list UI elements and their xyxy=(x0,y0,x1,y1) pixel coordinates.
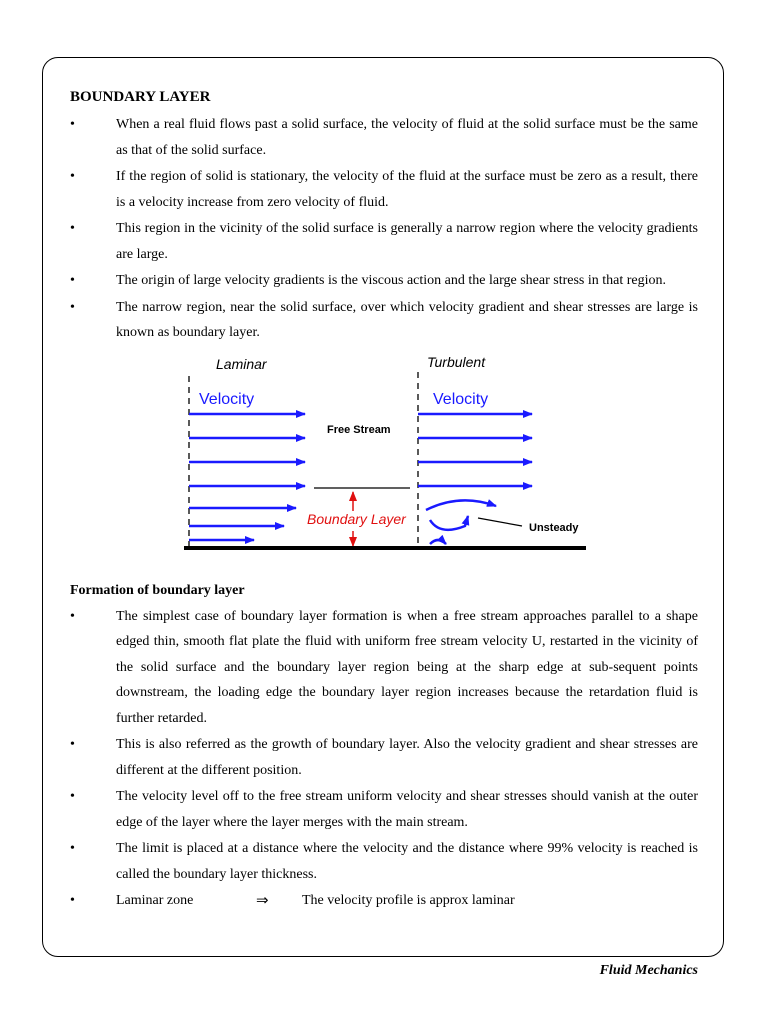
bullet: • xyxy=(70,221,75,236)
bullet: • xyxy=(70,299,75,315)
turbulent-label: Turbulent xyxy=(427,353,486,370)
bullet: • xyxy=(70,117,75,132)
boundary-layer-label: Boundary Layer xyxy=(307,510,406,527)
list-item-text: The velocity level off to the free stream uniform velocity and shear stresses should vanish at the outer edge of the layer where the layer merges with the main stream. xyxy=(116,789,698,830)
list-item xyxy=(70,784,698,835)
bullet: • xyxy=(70,893,75,908)
unsteady-swirl-arrow xyxy=(430,516,468,530)
list-item-text: This is also referred as the growth of boundary layer. Also the velocity gradient and shear stresses are different at the different position. xyxy=(116,737,698,778)
bullet: • xyxy=(70,273,75,288)
laminar-label: Laminar xyxy=(216,355,267,372)
list-item-text: When a real fluid flows past a solid surface, the velocity of fluid at the solid surface must be the same as that of the solid surface. xyxy=(116,117,698,158)
footer-title: Fluid Mechanics xyxy=(599,963,698,978)
list-item xyxy=(70,216,698,267)
unsteady-label: Unsteady xyxy=(529,521,579,534)
list-item xyxy=(70,732,698,783)
implies-arrow-icon: ⇒ xyxy=(256,891,269,909)
list-item xyxy=(70,836,698,887)
list-item xyxy=(70,112,698,163)
free-stream-label: Free Stream xyxy=(327,423,391,436)
bullet: • xyxy=(70,169,75,184)
velocity-label-left: Velocity xyxy=(199,390,255,408)
page-title: BOUNDARY LAYER xyxy=(70,89,211,105)
list-item-text: The narrow region, near the solid surface, over which velocity gradient and shear stresses are large is known as boundary layer. xyxy=(116,299,698,340)
list-item-text: The limit is placed at a distance where the velocity and the distance where 99% velocity is reached is called the boundary layer thickness. xyxy=(116,841,698,882)
unsteady-small-arrow xyxy=(430,540,446,544)
bullet: • xyxy=(70,841,75,856)
list-item xyxy=(70,268,698,294)
boundary-layer-diagram xyxy=(70,348,698,554)
list-item-text: The simplest case of boundary layer formation is when a free stream approaches parallel to a shape edged thin, smooth flat plate the fluid with uniform free stream velocity U, restarted in the vicinity of the solid surface and the boundary layer region being at the sharp edge at sub-sequent points downstream, the loading edge the boundary layer region increases because the retardation fluid is further retarded. xyxy=(116,608,698,726)
laminar-zone-description: The velocity profile is approx laminar xyxy=(302,893,515,908)
unsteady-curve-arrow xyxy=(426,500,496,510)
laminar-zone-row xyxy=(70,888,698,914)
section1-list xyxy=(70,112,698,346)
list-item-text: This region in the vicinity of the solid surface is generally a narrow region where the velocity gradients are large. xyxy=(116,221,698,262)
unsteady-pointer xyxy=(478,518,522,526)
bullet: • xyxy=(70,737,75,752)
laminar-velocity-arrows xyxy=(189,414,305,540)
bullet: • xyxy=(70,789,75,804)
list-item-text: If the region of solid is stationary, the velocity of the fluid at the surface must be zero as a result, there is a velocity increase from zero velocity of fluid. xyxy=(116,169,698,210)
bullet: • xyxy=(70,608,75,624)
laminar-zone-label: Laminar zone xyxy=(116,893,194,908)
list-item xyxy=(70,604,698,732)
velocity-label-right: Velocity xyxy=(433,390,489,408)
list-item xyxy=(70,295,698,346)
list-item-text: The origin of large velocity gradients is the viscous action and the large shear stress in that region. xyxy=(116,273,666,288)
page-content xyxy=(70,86,698,914)
section2-list xyxy=(70,604,698,888)
list-item xyxy=(70,164,698,215)
section-heading: Formation of boundary layer xyxy=(70,582,245,598)
